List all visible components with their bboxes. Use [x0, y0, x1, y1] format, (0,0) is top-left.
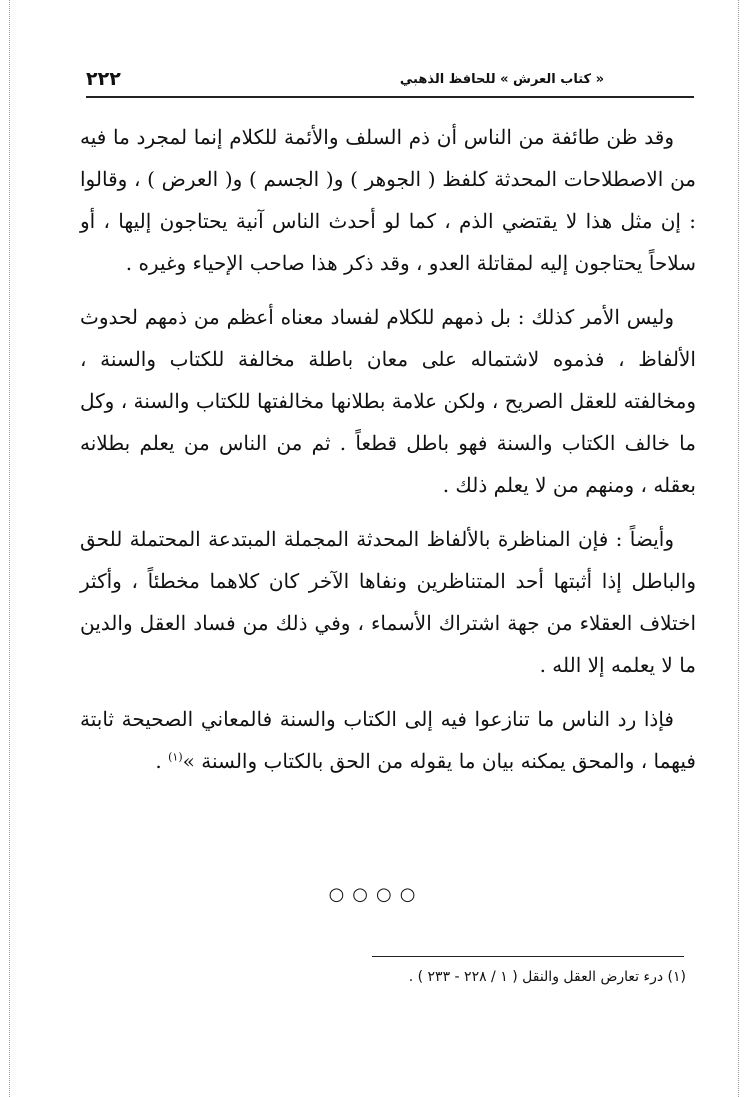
running-title: « كتاب العرش » للحافظ الذهبي	[399, 72, 604, 87]
footnote: (١) درء تعارض العقل والنقل ( ١ / ٢٢٨ - ٢٣٣ ) .	[408, 969, 686, 985]
section-separator: ○○○○	[328, 884, 424, 905]
paragraph-4-tail: .	[155, 749, 169, 773]
page-number: ٢٢٢	[86, 68, 121, 90]
paragraph-4	[80, 698, 696, 782]
footnote-rule	[372, 956, 684, 957]
right-scan-edge	[738, 0, 739, 1097]
page-header	[86, 70, 692, 96]
footnote-marker: (١)	[168, 750, 183, 764]
paragraph-4-text: فإذا رد الناس ما تنازعوا فيه إلى الكتاب والسنة فالمعاني الصحيحة ثابتة فيهما ، والمحق يمكنه بيان ما يقوله من الحق بالكتاب والسنة »	[80, 707, 696, 773]
paragraph-3: وأيضاً : فإن المناظرة بالألفاظ المحدثة المجملة المبتدعة المحتملة للحق والباطل إذا أثبتها أحد المتناظرين ونفاها الآخر كان كلاهما مخطئاً ، وأكثر اختلاف العقلاء من جهة اشتراك الأسماء ، وفي ذلك من فساد العقل والدين ما لا يعلمه إلا الله .	[80, 527, 696, 677]
paragraph-2: وليس الأمر كذلك : بل ذمهم للكلام لفساد معناه أعظم من ذمهم لحدوث الألفاظ ، فذموه لاشتماله على معان باطلة مخالفة للكتاب والسنة ، ومخالفته للعقل الصريح ، ولكن علامة بطلانها مخالفتها للكتاب والسنة ، وكل ما خالف الكتاب والسنة فهو باطل قطعاً . ثم من الناس من يعلم بطلانه بعقله ، ومنهم من لا يعلم ذلك .	[80, 305, 696, 497]
main-text	[80, 116, 696, 794]
paragraph-1: وقد ظن طائفة من الناس أن ذم السلف والأئمة للكلام إنما لمجرد ما فيه من الاصطلاحات المحدثة كلفظ ( الجوهر ) و( الجسم ) و( العرض ) ، وقالوا : إن مثل هذا لا يقتضي الذم ، كما لو أحدث الناس آنية يحتاجون إليها ، أو سلاحاً يحتاجون إليه لمقاتلة العدو ، وقد ذكر هذا صاحب الإحياء وغيره .	[80, 125, 696, 275]
header-rule	[86, 96, 694, 98]
left-scan-edge	[9, 0, 10, 1097]
